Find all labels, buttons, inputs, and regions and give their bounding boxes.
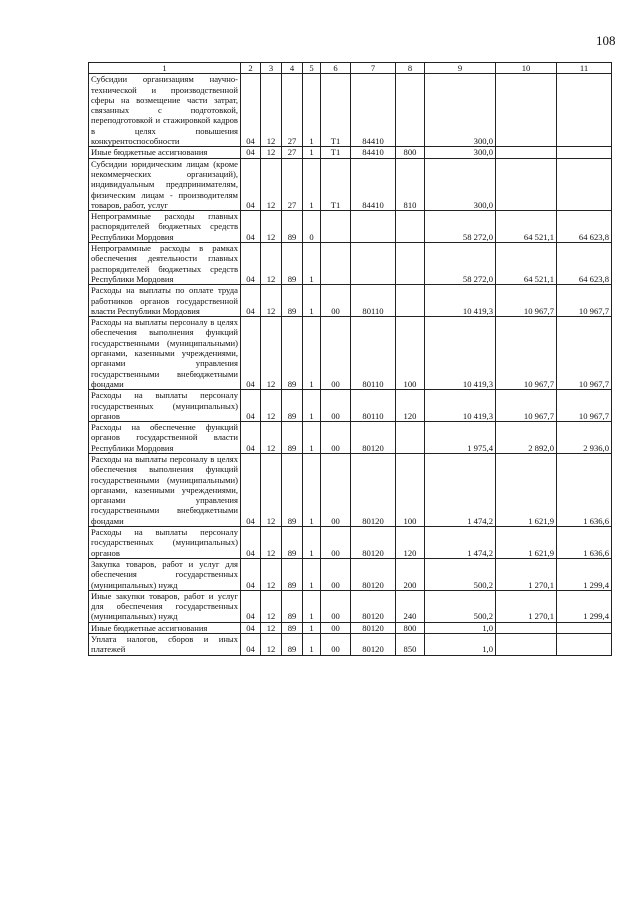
row-cell-c2: 04 (241, 74, 261, 147)
row-cell-c4: 89 (282, 590, 303, 622)
row-cell-c2: 04 (241, 634, 261, 656)
row-cell-c2: 04 (241, 622, 261, 633)
row-cell-c2: 04 (241, 211, 261, 243)
header-cell: 5 (303, 63, 321, 74)
row-cell-c10 (496, 158, 557, 210)
header-cell: 2 (241, 63, 261, 74)
row-name: Иные закупки товаров, работ и услуг для обеспечения государственных (муниципальных) нужд (89, 590, 241, 622)
row-cell-c3: 12 (261, 634, 282, 656)
row-cell-c4: 89 (282, 527, 303, 559)
row-cell-c8: 800 (396, 147, 425, 158)
row-cell-c7: 80120 (351, 527, 396, 559)
row-cell-c10: 2 892,0 (496, 422, 557, 454)
row-cell-c8: 800 (396, 622, 425, 633)
table-row (89, 527, 612, 559)
row-cell-c10 (496, 634, 557, 656)
row-cell-c5: 1 (303, 390, 321, 422)
row-cell-c8 (396, 422, 425, 454)
row-cell-c2: 04 (241, 317, 261, 390)
table-row (89, 147, 612, 158)
row-cell-c7 (351, 243, 396, 285)
row-cell-c4: 27 (282, 74, 303, 147)
row-cell-c6 (321, 211, 351, 243)
row-cell-c2: 04 (241, 527, 261, 559)
row-cell-c9: 1,0 (425, 634, 496, 656)
row-cell-c5: 1 (303, 634, 321, 656)
row-cell-c9: 1,0 (425, 622, 496, 633)
row-cell-c7: 80120 (351, 453, 396, 526)
row-cell-c10: 10 967,7 (496, 285, 557, 317)
row-cell-c4: 89 (282, 211, 303, 243)
row-cell-c4: 89 (282, 622, 303, 633)
row-cell-c5: 0 (303, 211, 321, 243)
row-cell-c9: 300,0 (425, 74, 496, 147)
row-cell-c2: 04 (241, 590, 261, 622)
row-cell-c8 (396, 74, 425, 147)
row-cell-c8: 100 (396, 317, 425, 390)
row-cell-c8 (396, 243, 425, 285)
row-name: Расходы на выплаты по оплате труда работников органов государственной власти Республики Мордовия (89, 285, 241, 317)
row-cell-c3: 12 (261, 74, 282, 147)
row-cell-c10: 1 270,1 (496, 558, 557, 590)
row-name: Уплата налогов, сборов и иных платежей (89, 634, 241, 656)
table-row (89, 634, 612, 656)
row-cell-c7: 84410 (351, 147, 396, 158)
row-cell-c3: 12 (261, 285, 282, 317)
row-name: Непрограммные расходы в рамках обеспечения деятельности главных распорядителей бюджетных средств Республики Мордовия (89, 243, 241, 285)
row-cell-c3: 12 (261, 422, 282, 454)
row-cell-c4: 89 (282, 317, 303, 390)
row-cell-c5: 1 (303, 243, 321, 285)
row-cell-c7: 80120 (351, 590, 396, 622)
row-cell-c6: 00 (321, 453, 351, 526)
row-cell-c5: 1 (303, 453, 321, 526)
row-cell-c9: 1 975,4 (425, 422, 496, 454)
row-cell-c6: 00 (321, 527, 351, 559)
row-cell-c7: 80120 (351, 634, 396, 656)
table-row (89, 422, 612, 454)
row-cell-c11: 2 936,0 (557, 422, 612, 454)
row-cell-c11: 10 967,7 (557, 317, 612, 390)
header-cell: 6 (321, 63, 351, 74)
header-cell: 11 (557, 63, 612, 74)
row-cell-c5: 1 (303, 158, 321, 210)
row-cell-c7: 84410 (351, 158, 396, 210)
row-cell-c10: 64 521,1 (496, 243, 557, 285)
row-cell-c5: 1 (303, 74, 321, 147)
row-cell-c11 (557, 622, 612, 633)
table-row (89, 158, 612, 210)
row-name: Субсидии организациям научно-технической и производственной сферы на возмещение части затрат, связанных с подготовкой, переподготовкой и стажировкой кадров в целях повышения конкурентоспособности (89, 74, 241, 147)
row-cell-c6: T1 (321, 147, 351, 158)
table-row (89, 453, 612, 526)
table-row (89, 243, 612, 285)
row-name: Расходы на обеспечение функций органов государственной власти Республики Мордовия (89, 422, 241, 454)
table-row (89, 317, 612, 390)
row-cell-c8 (396, 211, 425, 243)
row-cell-c9: 58 272,0 (425, 243, 496, 285)
table-row (89, 211, 612, 243)
header-cell: 8 (396, 63, 425, 74)
row-name: Расходы на выплаты персоналу государственных (муниципальных) органов (89, 390, 241, 422)
row-cell-c7: 84410 (351, 74, 396, 147)
row-cell-c11: 1 636,6 (557, 527, 612, 559)
row-cell-c10 (496, 147, 557, 158)
row-cell-c8: 120 (396, 527, 425, 559)
row-cell-c8: 120 (396, 390, 425, 422)
row-cell-c8: 850 (396, 634, 425, 656)
row-cell-c10: 1 621,9 (496, 527, 557, 559)
row-cell-c9: 1 474,2 (425, 453, 496, 526)
row-cell-c4: 89 (282, 422, 303, 454)
row-cell-c8: 810 (396, 158, 425, 210)
row-cell-c11 (557, 158, 612, 210)
row-cell-c4: 89 (282, 558, 303, 590)
row-cell-c8: 200 (396, 558, 425, 590)
row-cell-c5: 1 (303, 285, 321, 317)
row-cell-c3: 12 (261, 622, 282, 633)
row-cell-c4: 89 (282, 634, 303, 656)
row-name: Расходы на выплаты персоналу в целях обеспечения выполнения функций государственными (муниципальными) органами, казенными учреждениями, органами управления государственными внебюджетными фондами (89, 317, 241, 390)
row-cell-c11: 1 299,4 (557, 590, 612, 622)
row-cell-c5: 1 (303, 527, 321, 559)
row-cell-c6: 00 (321, 285, 351, 317)
row-cell-c11: 10 967,7 (557, 390, 612, 422)
row-cell-c4: 27 (282, 158, 303, 210)
row-cell-c3: 12 (261, 147, 282, 158)
header-cell: 3 (261, 63, 282, 74)
row-cell-c5: 1 (303, 622, 321, 633)
row-name: Иные бюджетные ассигнования (89, 622, 241, 633)
row-cell-c11 (557, 634, 612, 656)
row-cell-c9: 500,2 (425, 558, 496, 590)
row-cell-c10 (496, 622, 557, 633)
row-cell-c9: 500,2 (425, 590, 496, 622)
row-cell-c7: 80110 (351, 317, 396, 390)
row-name: Субсидии юридическим лицам (кроме некоммерческих организаций), индивидуальным предпринимателям, физическим лицам - производителям товаров, работ, услуг (89, 158, 241, 210)
header-row (89, 63, 612, 74)
row-cell-c3: 12 (261, 590, 282, 622)
row-cell-c6 (321, 243, 351, 285)
row-cell-c5: 1 (303, 422, 321, 454)
row-cell-c2: 04 (241, 390, 261, 422)
row-cell-c5: 1 (303, 590, 321, 622)
row-name: Иные бюджетные ассигнования (89, 147, 241, 158)
header-cell: 1 (89, 63, 241, 74)
row-cell-c11: 64 623,8 (557, 243, 612, 285)
budget-table (88, 62, 612, 656)
row-cell-c5: 1 (303, 558, 321, 590)
row-cell-c8 (396, 285, 425, 317)
row-cell-c5: 1 (303, 147, 321, 158)
row-cell-c6: 00 (321, 422, 351, 454)
row-cell-c11 (557, 147, 612, 158)
row-cell-c11: 1 299,4 (557, 558, 612, 590)
row-cell-c8: 240 (396, 590, 425, 622)
row-cell-c5: 1 (303, 317, 321, 390)
row-cell-c6: 00 (321, 317, 351, 390)
row-cell-c10: 64 521,1 (496, 211, 557, 243)
row-cell-c7: 80110 (351, 285, 396, 317)
row-cell-c9: 10 419,3 (425, 285, 496, 317)
row-cell-c6: T1 (321, 74, 351, 147)
row-cell-c2: 04 (241, 453, 261, 526)
row-cell-c10: 10 967,7 (496, 390, 557, 422)
row-name: Расходы на выплаты персоналу государственных (муниципальных) органов (89, 527, 241, 559)
row-cell-c3: 12 (261, 527, 282, 559)
row-cell-c3: 12 (261, 317, 282, 390)
row-name: Закупка товаров, работ и услуг для обеспечения государственных (муниципальных) нужд (89, 558, 241, 590)
row-cell-c7: 80120 (351, 422, 396, 454)
header-cell: 9 (425, 63, 496, 74)
table-row (89, 74, 612, 147)
table-row (89, 390, 612, 422)
row-cell-c9: 58 272,0 (425, 211, 496, 243)
row-cell-c11: 64 623,8 (557, 211, 612, 243)
row-cell-c2: 04 (241, 558, 261, 590)
row-cell-c4: 89 (282, 453, 303, 526)
table-row (89, 590, 612, 622)
row-cell-c3: 12 (261, 453, 282, 526)
row-cell-c4: 89 (282, 390, 303, 422)
header-cell: 10 (496, 63, 557, 74)
row-cell-c3: 12 (261, 243, 282, 285)
row-cell-c6: 00 (321, 558, 351, 590)
row-cell-c9: 300,0 (425, 147, 496, 158)
row-cell-c11: 10 967,7 (557, 285, 612, 317)
row-cell-c10: 1 270,1 (496, 590, 557, 622)
row-cell-c9: 10 419,3 (425, 390, 496, 422)
row-cell-c6: 00 (321, 390, 351, 422)
row-cell-c9: 300,0 (425, 158, 496, 210)
row-cell-c3: 12 (261, 558, 282, 590)
row-cell-c7: 80110 (351, 390, 396, 422)
table-row (89, 558, 612, 590)
row-cell-c2: 04 (241, 285, 261, 317)
row-name: Непрограммные расходы главных распорядителей бюджетных средств Республики Мордовия (89, 211, 241, 243)
row-cell-c11 (557, 74, 612, 147)
row-cell-c10 (496, 74, 557, 147)
row-cell-c3: 12 (261, 158, 282, 210)
row-cell-c7: 80120 (351, 558, 396, 590)
row-cell-c8: 100 (396, 453, 425, 526)
header-cell: 7 (351, 63, 396, 74)
row-cell-c7: 80120 (351, 622, 396, 633)
row-cell-c6: 00 (321, 622, 351, 633)
page-number: 108 (596, 33, 616, 48)
table-row (89, 622, 612, 633)
row-cell-c6: T1 (321, 158, 351, 210)
row-cell-c4: 89 (282, 285, 303, 317)
row-cell-c9: 1 474,2 (425, 527, 496, 559)
row-cell-c7 (351, 211, 396, 243)
row-cell-c3: 12 (261, 211, 282, 243)
row-cell-c4: 27 (282, 147, 303, 158)
table-row (89, 285, 612, 317)
row-cell-c10: 10 967,7 (496, 317, 557, 390)
row-cell-c3: 12 (261, 390, 282, 422)
row-cell-c11: 1 636,6 (557, 453, 612, 526)
row-cell-c2: 04 (241, 243, 261, 285)
row-cell-c2: 04 (241, 422, 261, 454)
row-cell-c6: 00 (321, 590, 351, 622)
header-cell: 4 (282, 63, 303, 74)
row-name: Расходы на выплаты персоналу в целях обеспечения выполнения функций государственными (муниципальными) органами, казенными учреждениями, органами управления государственными внебюджетными фондами (89, 453, 241, 526)
row-cell-c6: 00 (321, 634, 351, 656)
row-cell-c4: 89 (282, 243, 303, 285)
row-cell-c2: 04 (241, 147, 261, 158)
row-cell-c2: 04 (241, 158, 261, 210)
row-cell-c9: 10 419,3 (425, 317, 496, 390)
row-cell-c10: 1 621,9 (496, 453, 557, 526)
